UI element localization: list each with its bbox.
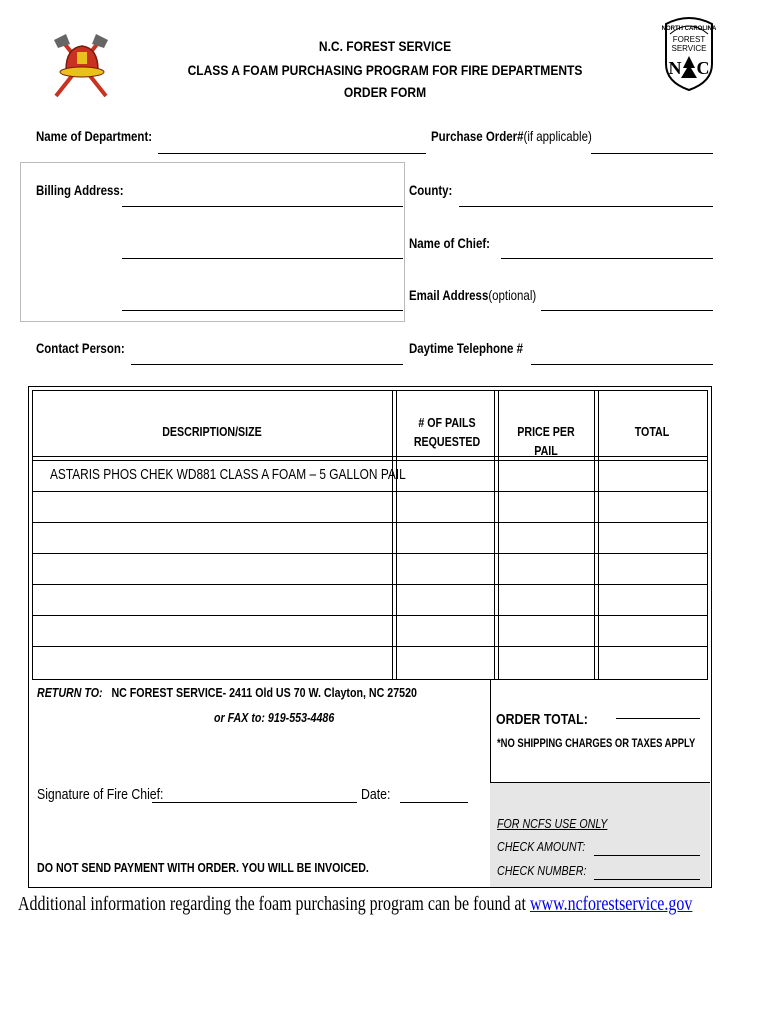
payment-note: DO NOT SEND PAYMENT WITH ORDER. YOU WILL BE INVOICED. bbox=[37, 860, 369, 875]
department-label: Name of Department: bbox=[36, 128, 153, 144]
department-field[interactable] bbox=[158, 153, 426, 154]
office-use-label: FOR NCFS USE ONLY bbox=[497, 816, 608, 831]
table-row-divider bbox=[32, 460, 708, 461]
contact-field[interactable] bbox=[131, 364, 403, 365]
additional-info: Additional information regarding the foam purchasing program can be found at www.ncforestservice.gov bbox=[18, 894, 693, 915]
return-to: RETURN TO: NC FOREST SERVICE- 2411 Old US 70 W. Clayton, NC 27520 bbox=[37, 685, 417, 700]
po-label: Purchase Order#(if applicable) bbox=[431, 128, 592, 144]
contact-label: Contact Person: bbox=[36, 340, 125, 356]
date-field[interactable] bbox=[400, 802, 468, 803]
col-divider bbox=[494, 390, 495, 680]
fax-line: or FAX to: 919-553-4486 bbox=[214, 710, 335, 725]
col-divider bbox=[594, 390, 595, 680]
col-divider bbox=[598, 390, 599, 680]
col-description-header: DESCRIPTION/SIZE bbox=[162, 424, 262, 439]
county-label: County: bbox=[409, 182, 453, 198]
svg-text:FOREST: FOREST bbox=[672, 35, 706, 44]
email-field[interactable] bbox=[541, 310, 713, 311]
table-row-divider bbox=[32, 553, 708, 554]
col-divider bbox=[392, 390, 393, 680]
table-row-divider bbox=[32, 646, 708, 647]
order-total-field[interactable] bbox=[616, 718, 700, 719]
svg-text:SERVICE: SERVICE bbox=[671, 44, 707, 53]
phone-field[interactable] bbox=[531, 364, 713, 365]
date-label: Date: bbox=[361, 786, 391, 803]
svg-text:N: N bbox=[668, 58, 682, 78]
form-title: ORDER FORM bbox=[343, 84, 427, 100]
chief-field[interactable] bbox=[501, 258, 713, 259]
chief-label: Name of Chief: bbox=[409, 235, 491, 251]
check-amount-field[interactable] bbox=[594, 855, 700, 856]
col-total-header: TOTAL bbox=[634, 424, 670, 439]
signature-label: Signature of Fire Chief: bbox=[37, 786, 164, 803]
table-row-divider bbox=[32, 522, 708, 523]
item-description: ASTARIS PHOS CHEK WD881 CLASS A FOAM – 5 GALLON PAIL bbox=[50, 467, 406, 483]
county-field[interactable] bbox=[459, 206, 713, 207]
table-row-divider bbox=[32, 615, 708, 616]
check-number-field[interactable] bbox=[594, 879, 700, 880]
check-amount-label: CHECK AMOUNT: bbox=[497, 839, 586, 854]
col-pails-header: # OF PAILS REQUESTED bbox=[413, 415, 481, 449]
website-link[interactable]: www.ncforestservice.gov bbox=[529, 894, 693, 915]
billing-label: Billing Address: bbox=[36, 182, 124, 198]
col-divider bbox=[498, 390, 499, 680]
table-row-divider bbox=[32, 491, 708, 492]
order-total-label: ORDER TOTAL: bbox=[496, 711, 588, 728]
header-row-divider bbox=[32, 456, 708, 457]
shipping-note: *NO SHIPPING CHARGES OR TAXES APPLY bbox=[497, 738, 696, 750]
billing-line-1[interactable] bbox=[122, 206, 403, 207]
col-divider bbox=[396, 390, 397, 680]
billing-line-2[interactable] bbox=[122, 258, 403, 259]
signature-field[interactable] bbox=[152, 802, 357, 803]
program-title: CLASS A FOAM PURCHASING PROGRAM FOR FIRE DEPARTMENTS bbox=[187, 62, 583, 78]
svg-text:NORTH CAROLINA: NORTH CAROLINA bbox=[662, 26, 716, 32]
billing-line-3[interactable] bbox=[122, 310, 403, 311]
agency-title: N.C. FOREST SERVICE bbox=[318, 38, 452, 54]
table-row-divider bbox=[32, 584, 708, 585]
nc-forest-service-seal bbox=[662, 16, 716, 92]
svg-text:C: C bbox=[696, 58, 710, 78]
col-price-header: PRICE PER PAIL bbox=[517, 424, 575, 458]
po-field[interactable] bbox=[591, 153, 713, 154]
email-label: Email Address(optional) bbox=[409, 287, 537, 303]
phone-label: Daytime Telephone # bbox=[409, 340, 523, 356]
check-number-label: CHECK NUMBER: bbox=[497, 863, 587, 878]
